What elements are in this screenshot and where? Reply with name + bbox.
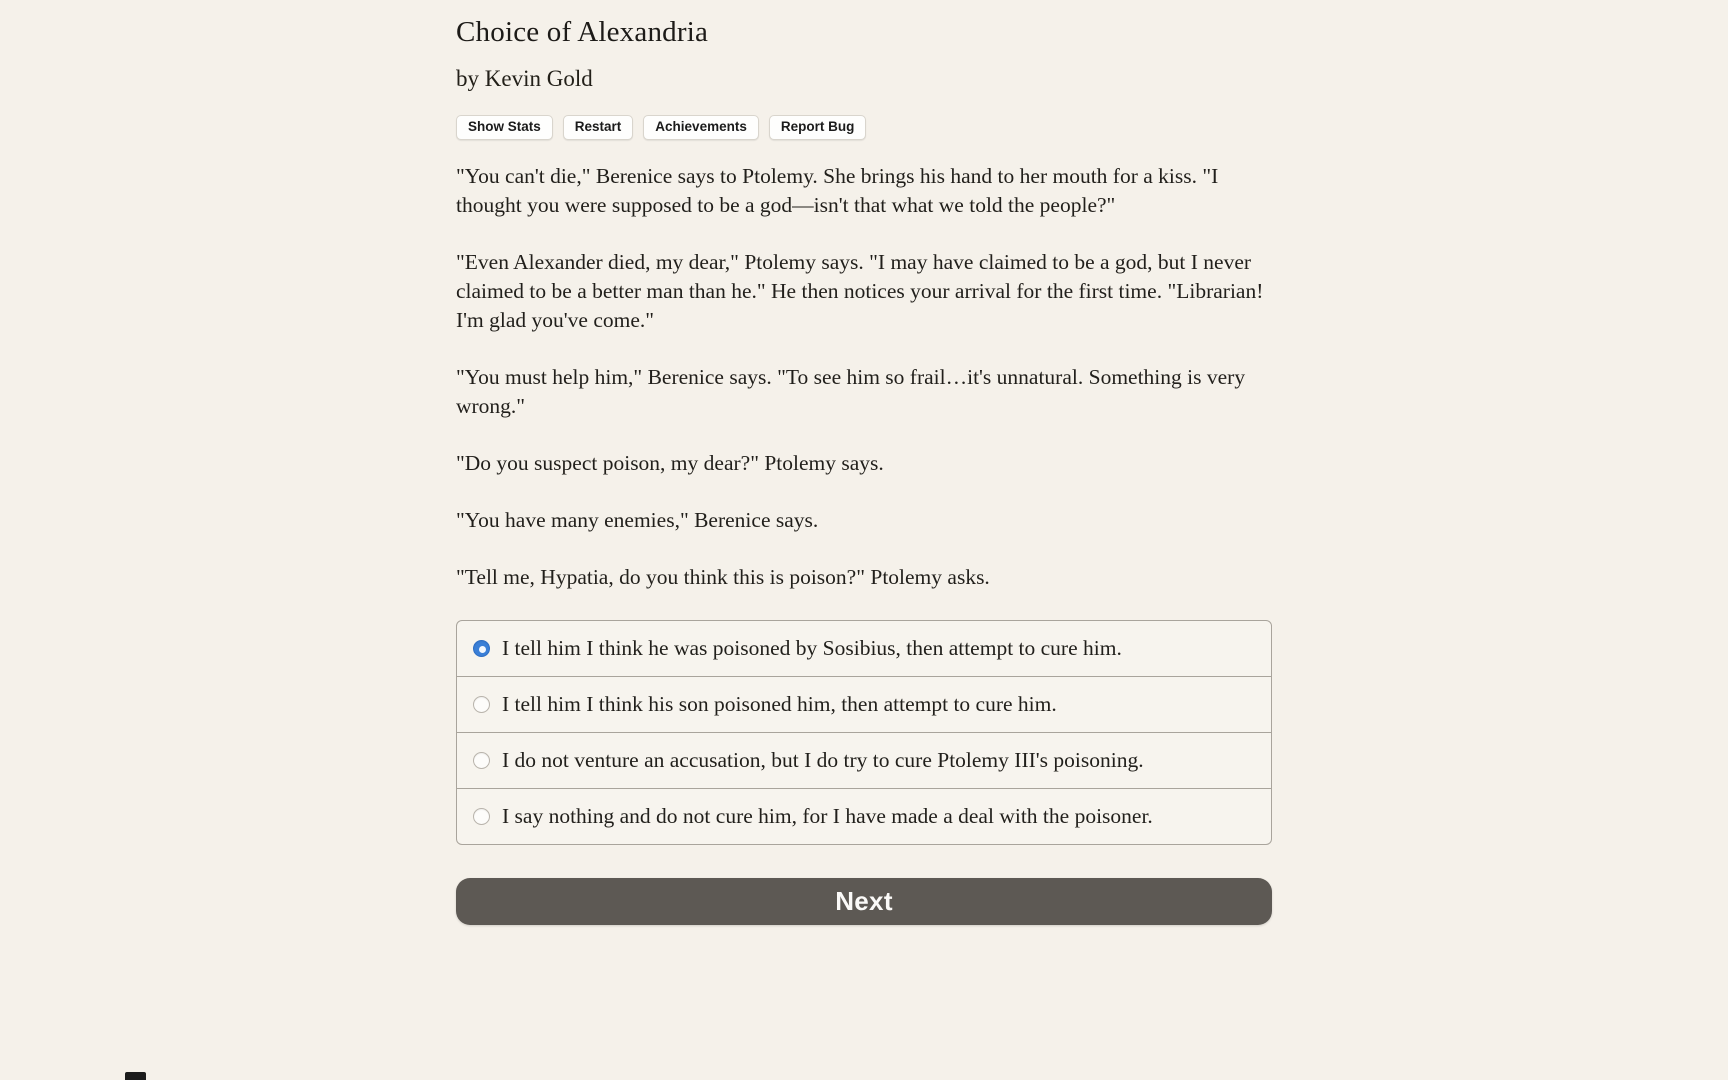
- achievements-button[interactable]: Achievements: [643, 115, 759, 140]
- report-bug-button[interactable]: Report Bug: [769, 115, 867, 140]
- dock-sliver: [125, 1072, 146, 1080]
- story-paragraph: "Do you suspect poison, my dear?" Ptolemy says.: [456, 451, 884, 475]
- story-paragraph: "Even Alexander died, my dear," Ptolemy says. "I may have claimed to be a god, but I never claimed to be a better man than he." He then notices your arrival for the first time. "Librarian! I'm glad you've come.": [456, 250, 1264, 332]
- story-paragraph: "You can't die," Berenice says to Ptolemy. She brings his hand to her mouth for a kiss. "I thought you were supposed to be a god—isn't that what we told the people?": [456, 164, 1219, 217]
- story-column: [456, 0, 1272, 925]
- toolbar: [456, 115, 1272, 140]
- choice-option-label: I do not venture an accusation, but I do try to cure Ptolemy III's poisoning.: [502, 748, 1144, 772]
- restart-button[interactable]: Restart: [563, 115, 634, 140]
- page-title: Choice of Alexandria: [456, 16, 709, 48]
- story-paragraph: "You must help him," Berenice says. "To see him so frail…it's unnatural. Something is very wrong.": [456, 365, 1246, 418]
- choice-option-4[interactable]: [456, 788, 1272, 845]
- story-paragraph: "You have many enemies," Berenice says.: [456, 508, 819, 532]
- radio-unselected-icon[interactable]: [473, 696, 490, 713]
- story-text: [456, 162, 1272, 592]
- choice-option-label: I say nothing and do not cure him, for I have made a deal with the poisoner.: [502, 804, 1153, 828]
- radio-selected-icon[interactable]: [473, 640, 490, 657]
- next-button[interactable]: Next: [456, 878, 1272, 925]
- choice-option-1[interactable]: [456, 620, 1272, 677]
- choice-option-label: I tell him I think his son poisoned him, then attempt to cure him.: [502, 692, 1057, 716]
- radio-unselected-icon[interactable]: [473, 752, 490, 769]
- radio-unselected-icon[interactable]: [473, 808, 490, 825]
- choice-option-3[interactable]: [456, 732, 1272, 789]
- choice-option-2[interactable]: [456, 676, 1272, 733]
- story-paragraph: "Tell me, Hypatia, do you think this is poison?" Ptolemy asks.: [456, 565, 990, 589]
- show-stats-button[interactable]: Show Stats: [456, 115, 553, 140]
- choice-list: [456, 620, 1272, 845]
- choice-option-label: I tell him I think he was poisoned by Sosibius, then attempt to cure him.: [502, 636, 1122, 660]
- author-byline: by Kevin Gold: [456, 66, 593, 91]
